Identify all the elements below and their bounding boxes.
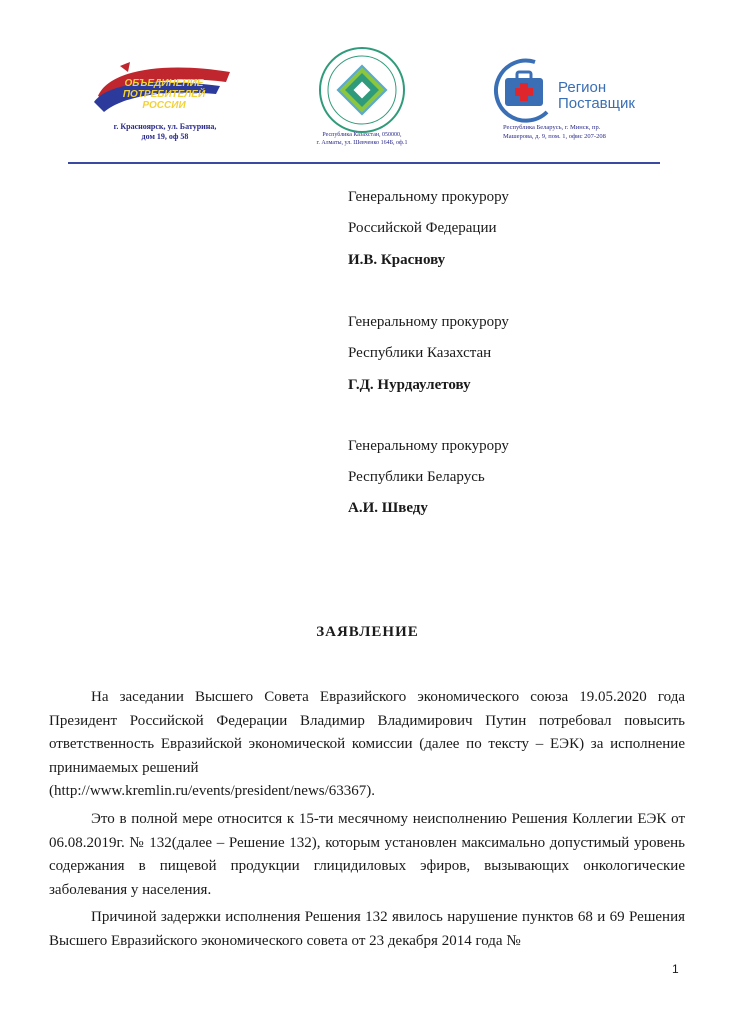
page-number: 1 xyxy=(672,962,679,976)
addressee-1-country: Российской Федерации xyxy=(348,220,497,236)
region-supplier-logo-icon xyxy=(487,56,557,124)
region-supplier-name: Регион Поставщик xyxy=(558,79,635,112)
paragraph-1-text: На заседании Высшего Совета Евразийского экономического союза 19.05.2020 года Президент Российской Федерации Владимир Владимирович Путин потребовал повысить ответственность Евразийской экономической комиссии (далее по тексту – ЕЭК) за исполнение принимаемых решений xyxy=(49,689,685,776)
kremlin-link: (http://www.kremlin.ru/events/president/news/63367). xyxy=(49,783,376,799)
svg-text:ОБЪЕДИНЕНИЕ: ОБЪЕДИНЕНИЕ xyxy=(124,78,204,89)
paragraph-2: Это в полной мере относится к 15-ти месячному неисполнению Решения Коллегии ЕЭК от 06.08.2019г. № 132(далее – Решение 132), которым установлен максимально допустимый уровень содержания в пищевой продукции глицидиловых эфиров, вызывающих онкологические заболевания у населения. xyxy=(49,811,685,898)
addressee-2-position: Генеральному прокурору xyxy=(348,314,509,330)
svg-text:ПОТРЕБИТЕЛЕЙ: ПОТРЕБИТЕЛЕЙ xyxy=(122,89,206,100)
paragraph-3: Причиной задержки исполнения Решения 132 явилось нарушение пунктов 68 и 69 Решения Высшего Евразийского экономического совета от 23 декабря 2014 года № xyxy=(49,909,685,949)
svg-text:РОССИИ: РОССИИ xyxy=(142,100,186,111)
addressee-3-name: А.И. Шведу xyxy=(348,500,428,516)
paragraph-1 xyxy=(49,686,685,804)
kazakhstan-org-emblem-icon xyxy=(318,46,406,134)
kazakhstan-org-address: Республика Казахстан, 050000, г. Алматы, ул. Шевченко 164Б, оф.1 xyxy=(316,132,408,146)
consumers-union-address: г. Красноярск, ул. Батурина, дом 19, оф 58 xyxy=(113,122,217,141)
addressee-1-name: И.В. Краснову xyxy=(348,252,446,268)
consumers-union-logo xyxy=(90,58,238,118)
addressee-2-name: Г.Д. Нурдаулетову xyxy=(348,377,471,393)
addressee-3-country: Республики Беларусь xyxy=(348,469,485,485)
document-title: ЗАЯВЛЕНИЕ xyxy=(316,624,419,640)
addressee-3-position: Генеральному прокурору xyxy=(348,438,509,454)
addressee-2-country: Республики Казахстан xyxy=(348,345,492,361)
letterhead-divider xyxy=(68,162,660,164)
region-supplier-address: Республика Беларусь, г. Минск, пр. Машерова, д. 9, пом. 1, офис 207-208 xyxy=(503,124,606,140)
addressee-1-position: Генеральному прокурору xyxy=(348,189,509,205)
